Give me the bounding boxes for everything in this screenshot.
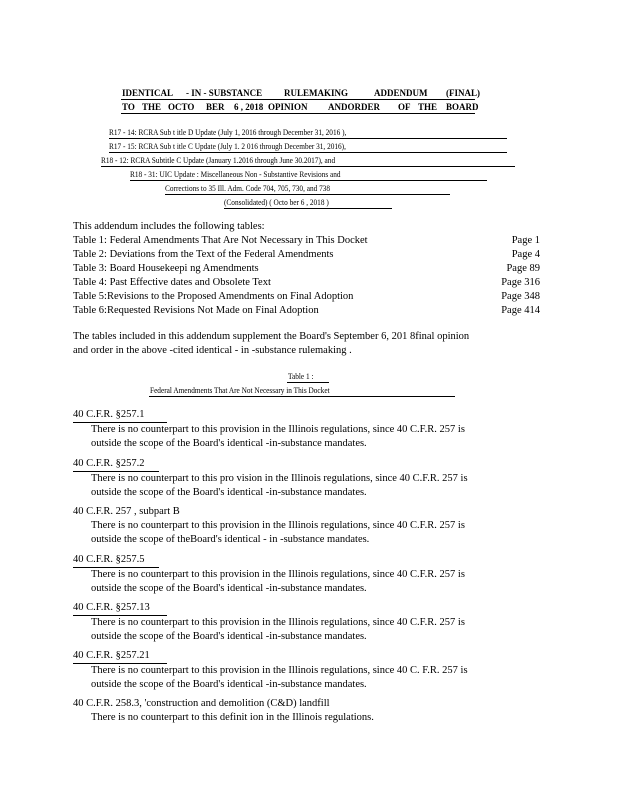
- entry-citation: 40 C.F.R. §257.1: [73, 409, 145, 420]
- entry-citation: 40 C.F.R. 258.3, 'construction and demolition (C&D) landfill: [73, 698, 330, 709]
- header-word: (FINAL): [446, 88, 480, 98]
- header-word: THE: [142, 102, 162, 112]
- docket-line: R17 - 15: RCRA Sub t itle C Update (July 1. 2 016 through December 31, 2016),: [109, 141, 346, 151]
- toc-entry-label: Table 2: Deviations from the Text of the Federal Amendments: [73, 249, 334, 260]
- entry-citation: 40 C.F.R. 257 , subpart B: [73, 506, 180, 517]
- entry-citation: 40 C.F.R. §257.13: [73, 602, 150, 613]
- entry-citation: 40 C.F.R. §257.2: [73, 458, 145, 469]
- toc-entry-label: Table 1: Federal Amendments That Are Not Necessary in This Docket: [73, 235, 368, 246]
- header-word: ADDENDUM: [374, 88, 428, 98]
- entry-text: There is no counterpart to this provision in the Illinois regulations, since 40 C.F.R. 257 is: [91, 617, 465, 628]
- table1-subtitle-underline: [149, 396, 455, 397]
- toc-entry-page: Page 89: [506, 263, 540, 274]
- entry-text: There is no counterpart to this provision in the Illinois regulations, since 40 C.F.R. 257 is: [91, 569, 465, 580]
- header-word: RULEMAKING: [284, 88, 349, 98]
- docket-line: R18 - 12: RCRA Subtitle C Update (January 1.2016 through June 30.2017), and: [101, 155, 336, 165]
- toc-entry-label: Table 3: Board Housekeepi ng Amendments: [73, 263, 259, 274]
- toc-entry-label: Table 6:Requested Revisions Not Made on Final Adoption: [73, 305, 319, 316]
- entry-citation: 40 C.F.R. §257.5: [73, 554, 145, 565]
- docket-line: R18 - 31: UIC Update : Miscellaneous Non - Substantive Revisions and: [130, 169, 341, 179]
- toc-entry-page: Page 414: [501, 305, 540, 316]
- supplement-line: and order in the above -cited identical - in -substance rulemaking .: [73, 345, 352, 356]
- docket-underline: [130, 180, 487, 181]
- toc-entry-page: Page 4: [511, 249, 540, 260]
- docket-line: (Consolidated) ( Octo ber 6 , 2018 ): [224, 197, 329, 207]
- docket-underline: [165, 194, 450, 195]
- table1-title: Table 1 :: [288, 371, 314, 381]
- entry-text: outside the scope of theBoard's identical - in -substance mandates.: [91, 534, 370, 545]
- citation-underline: [73, 471, 159, 472]
- header-word: 6 , 2018: [234, 102, 264, 112]
- header-word: BOARD: [446, 102, 479, 112]
- header-word: OPINION: [268, 102, 308, 112]
- entry-text: outside the scope of the Board's identical -in-substance mandates.: [91, 631, 367, 642]
- citation-underline: [73, 422, 167, 423]
- entry-text: There is no counterpart to this provision in the Illinois regulations, since 40 C. F.R. 257 is: [91, 665, 468, 676]
- toc-entry-label: Table 5:Revisions to the Proposed Amendments on Final Adoption: [73, 291, 354, 302]
- header-word: TO: [122, 102, 135, 112]
- docket-underline: [109, 138, 507, 139]
- table1-title-underline: [287, 382, 329, 383]
- docket-line: R17 - 14: RCRA Sub t itle D Update (July 1, 2016 through December 31, 2016 ),: [109, 127, 347, 137]
- entry-text: outside the scope of the Board's identical -in-substance mandates.: [91, 583, 367, 594]
- entry-text: outside the scope of the Board's identical -in-substance mandates.: [91, 679, 367, 690]
- citation-underline: [73, 615, 167, 616]
- entry-text: There is no counterpart to this pro vision in the Illinois regulations, since 40 C.F.R. 257 is: [91, 473, 468, 484]
- intro-text: This addendum includes the following tables:: [73, 221, 265, 232]
- entry-text: There is no counterpart to this provision in the Illinois regulations, since 40 C.F.R. 257 is: [91, 520, 465, 531]
- entry-text: There is no counterpart to this definit ion in the Illinois regulations.: [91, 712, 374, 723]
- entry-text: outside the scope of the Board's identical -in-substance mandates.: [91, 438, 367, 449]
- entry-text: There is no counterpart to this provision in the Illinois regulations, since 40 C.F.R. 257 is: [91, 424, 465, 435]
- toc-entry-page: Page 316: [501, 277, 540, 288]
- header-underline: [121, 113, 475, 114]
- header-word: BER: [206, 102, 225, 112]
- toc-entry-page: Page 348: [501, 291, 540, 302]
- docket-underline: [101, 166, 515, 167]
- header-word: ANDORDER: [328, 102, 381, 112]
- toc-entry-page: Page 1: [511, 235, 540, 246]
- header-word: IDENTICAL: [122, 88, 174, 98]
- supplement-line: The tables included in this addendum supplement the Board's September 6, 201 8final opinion: [73, 331, 470, 342]
- citation-underline: [73, 663, 167, 664]
- entry-citation: 40 C.F.R. §257.21: [73, 650, 150, 661]
- header-word: OF: [398, 102, 411, 112]
- toc-entry-label: Table 4: Past Effective dates and Obsolete Text: [73, 277, 271, 288]
- header-underline: [121, 99, 475, 100]
- header-word: - IN - SUBSTANCE: [186, 88, 263, 98]
- header-word: OCTO: [168, 102, 195, 112]
- docket-line: Corrections to 35 Ill. Adm. Code 704, 705, 730, and 738: [165, 183, 331, 193]
- header-word: THE: [418, 102, 438, 112]
- docket-underline: [109, 152, 507, 153]
- entry-text: outside the scope of the Board's identical -in-substance mandates.: [91, 487, 367, 498]
- table1-subtitle: Federal Amendments That Are Not Necessary in This Docket: [150, 385, 330, 395]
- docket-underline: [224, 208, 392, 209]
- citation-underline: [73, 567, 159, 568]
